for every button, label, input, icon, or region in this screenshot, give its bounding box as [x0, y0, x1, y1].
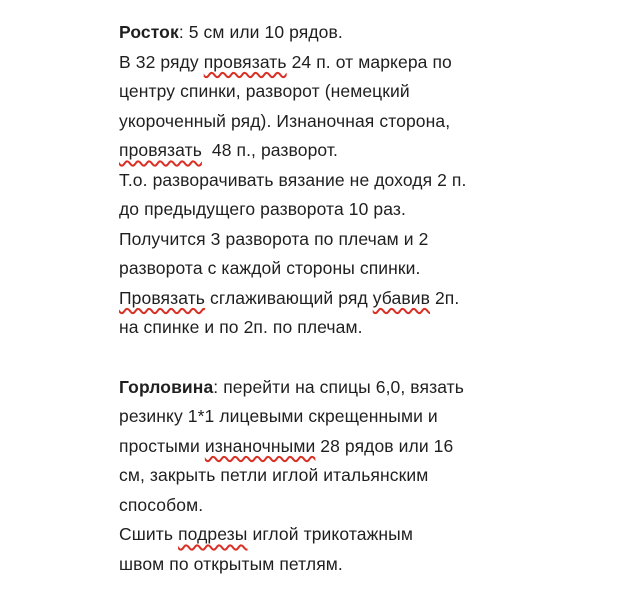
text-run: простыми [119, 435, 205, 456]
misspelled-word: подрезы [178, 524, 248, 544]
text-run: иглой трикотажным [247, 524, 413, 544]
paragraph-line: резинку 1*1 лицевыми скрещенными и [119, 406, 438, 426]
paragraph-line: укороченный ряд). Изнаночная сторона, [119, 110, 451, 131]
paragraph-line: центру спинки, разворот (немецкий [119, 81, 410, 101]
text-run: сглаживающий ряд [205, 287, 373, 308]
section-heading-gorlovina: Горловина [119, 376, 214, 397]
section-heading-rostok: Росток [119, 22, 179, 42]
paragraph-line [119, 284, 619, 314]
paragraph-line [119, 48, 619, 78]
paragraph-line: Т.о. разворачивать вязание не доходя 2 п. [119, 169, 467, 190]
text-run: 48 п., разворот. [201, 140, 338, 160]
misspelled-word: провязать [119, 140, 202, 160]
text-run: В 32 ряду [119, 51, 204, 72]
paragraph-line: способом. [119, 494, 204, 515]
text-run: : перейти на спицы 6,0, вязать [213, 376, 464, 397]
text-run: 2п. [430, 287, 460, 308]
text-run: : 5 см или 10 рядов. [178, 22, 343, 42]
text-run: 24 п. от маркера по [286, 51, 452, 72]
misspelled-word: провязать [203, 51, 287, 72]
paragraph-line: разворота с каждой стороны спинки. [119, 258, 421, 278]
text-run: 28 рядов или 16 [315, 435, 454, 456]
paragraph-line [119, 520, 619, 550]
misspelled-word: Провязать [119, 287, 206, 308]
paragraph-line [119, 136, 619, 166]
misspelled-word: изнаночными [204, 435, 316, 456]
paragraph-line [119, 432, 619, 462]
document-text [119, 18, 619, 579]
paragraph-gap [119, 343, 619, 373]
paragraph-line [119, 373, 619, 403]
paragraph-line: Получится 3 разворота по плечам и 2 [119, 228, 429, 249]
text-run: Сшить [119, 524, 179, 544]
paragraph-line: на спинке и по 2п. по плечам. [119, 317, 363, 337]
paragraph-line: швом по открытым петлям. [119, 553, 343, 574]
paragraph-line: см, закрыть петли иглой итальянским [119, 465, 429, 485]
misspelled-word: убавив [372, 287, 431, 308]
paragraph-line: до предыдущего разворота 10 раз. [119, 199, 406, 219]
paragraph-line [119, 18, 619, 48]
